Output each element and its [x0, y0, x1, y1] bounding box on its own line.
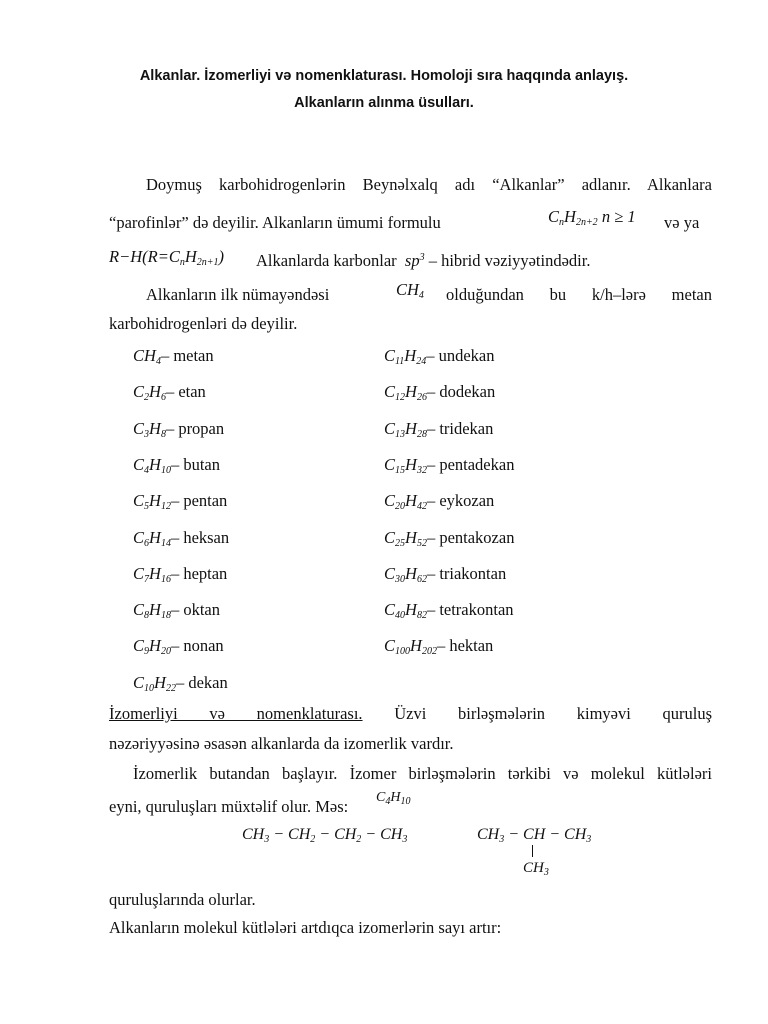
alkane-formula: $C_6H_{14}$ [133, 527, 171, 549]
alkane-formula: $C_8H_{18}$ [133, 600, 171, 622]
alkane-name: – dekan [175, 672, 228, 692]
alkane-name: – metan [160, 346, 214, 365]
list-item [133, 600, 220, 621]
alkane-name: – nonan [170, 636, 224, 656]
isomer-heading: İzomerliyi və nomenklaturası. [109, 704, 363, 723]
isomer-para-2-line-2: eyni, quruluşları müxtəlif olur. Məs: [109, 797, 349, 816]
alkane-name: – tetrakontan [426, 600, 514, 620]
alkane-formula: $C_{40}H_{82}$ [384, 600, 427, 622]
isomer-line-1 [109, 704, 712, 724]
alkane-formula: $C_9H_{20}$ [133, 636, 171, 658]
alkane-name: – heksan [170, 527, 230, 547]
alkane-formula: $CH_4$ [133, 346, 161, 367]
list-item [133, 455, 220, 476]
isobutane-structure: $CH_3$ − CH − $CH_3$ [477, 826, 592, 845]
list-item [384, 455, 514, 476]
first-member-end: olduğundan bu k/h–lərə metan [446, 285, 712, 304]
alkane-formula: $C_{20}H_{42}$ [384, 491, 427, 513]
list-item [133, 419, 224, 440]
list-item [384, 491, 494, 512]
alkane-formula: $C_7H_{16}$ [133, 563, 171, 585]
list-item [133, 346, 214, 367]
butane-formula: $C_4H_{10}$ [376, 790, 411, 807]
alkane-name: – pentan [170, 491, 228, 511]
first-member-text: Alkanların ilk nümayəndəsi [146, 285, 330, 304]
alkane-formula: $C_{100}H_{202}$ [384, 636, 437, 658]
alkane-name: – etan [165, 382, 206, 402]
isomer-line-1-text: Üzvi birləşmələrin kimyəvi quruluş [394, 704, 713, 723]
isomer-last: Alkanların molekul kütlələri artdıqca izomerlərin sayı artır: [109, 918, 502, 937]
alkane-name: – tridekan [426, 418, 494, 438]
list-item [133, 564, 227, 585]
list-item [384, 419, 493, 440]
branch-methyl: $CH_3$ [523, 860, 549, 878]
list-item [384, 564, 506, 585]
alkane-name: – oktan [170, 600, 220, 620]
alkane-formula: $C_4H_{10}$ [133, 454, 171, 476]
alkane-name: – pentadekan [426, 454, 515, 474]
branch-bond [532, 845, 533, 857]
list-item [384, 636, 493, 657]
page-title-line-1: Alkanlar. İzomerliyi və nomenklaturası. Homoloji sıra haqqında anlayış. [139, 68, 629, 84]
list-item [384, 528, 514, 549]
alkane-formula: $C_{15}H_{32}$ [384, 454, 427, 476]
isomer-para-2-line-1: İzomerlik butandan başlayır. İzomer birləşmələrin tərkibi və molekul kütlələri [133, 764, 712, 783]
alkane-formula: $C_{25}H_{52}$ [384, 527, 427, 549]
alkane-name: – butan [170, 454, 220, 474]
isomer-after: quruluşlarında olurlar. [109, 890, 256, 909]
list-item [133, 673, 228, 694]
intro-line-2-end: və ya [664, 213, 700, 232]
alkane-formula: $C_{11}H_{24}$ [384, 346, 427, 367]
intro-line-2-text: “parofinlər” də deyilir. Alkanların ümumi formulu [109, 213, 441, 232]
methane-formula: $CH_4$ [396, 280, 424, 301]
intro-line-3-a: Alkanlarda karbonlar [256, 251, 397, 270]
alkane-formula: $C_2H_6$ [133, 382, 166, 404]
alkane-name: – heptan [170, 563, 228, 583]
alkane-formula: $C_3H_8$ [133, 418, 166, 440]
intro-line-3-text [256, 251, 590, 271]
list-item [384, 382, 495, 403]
alkane-name: – eykozan [426, 491, 495, 511]
hybrid-type: $sp^3$ [400, 251, 425, 270]
list-item [133, 491, 227, 512]
alkane-formula: $C_{13}H_{28}$ [384, 418, 427, 440]
alkane-formula: $C_{12}H_{26}$ [384, 382, 427, 404]
alkane-name: – dodekan [426, 382, 496, 402]
general-formula: $C_nH_{2n+2}$ n ≥ 1 [548, 207, 636, 228]
alkane-name: – triakontan [426, 563, 507, 583]
list-item [133, 382, 206, 403]
alkane-name: – hektan [436, 636, 494, 656]
list-item [384, 600, 514, 621]
alkane-formula: $C_{10}H_{22}$ [133, 672, 176, 694]
intro-line-1: Doymuş karbohidrogenlərin Beynəlxalq adı “Alkanlar” adlanır. Alkanlara [146, 175, 712, 194]
alkane-name: – propan [165, 418, 225, 438]
alkane-name: – undekan [426, 346, 495, 365]
first-member-line-2: karbohidrogenləri də deyilir. [109, 314, 298, 333]
alkane-name: – pentakozan [426, 527, 515, 547]
list-item [384, 346, 494, 367]
n-butane-structure: $CH_3 - CH_2 - CH_2 - CH_3$ [242, 826, 408, 845]
intro-line-3-b: – hibrid vəziyyətindədir. [428, 251, 591, 270]
list-item [133, 636, 224, 657]
alkane-formula: $C_5H_{12}$ [133, 491, 171, 513]
alkane-formula: $C_{30}H_{62}$ [384, 563, 427, 585]
page-title-line-2: Alkanların alınma üsulları. [294, 95, 474, 111]
list-item [133, 528, 229, 549]
isomer-line-2: nəzəriyyəsinə əsasən alkanlarda da izomerlik vardır. [109, 734, 454, 753]
radical-formula: $R-H(R=C_nH_{2n+1})$ [109, 247, 225, 268]
